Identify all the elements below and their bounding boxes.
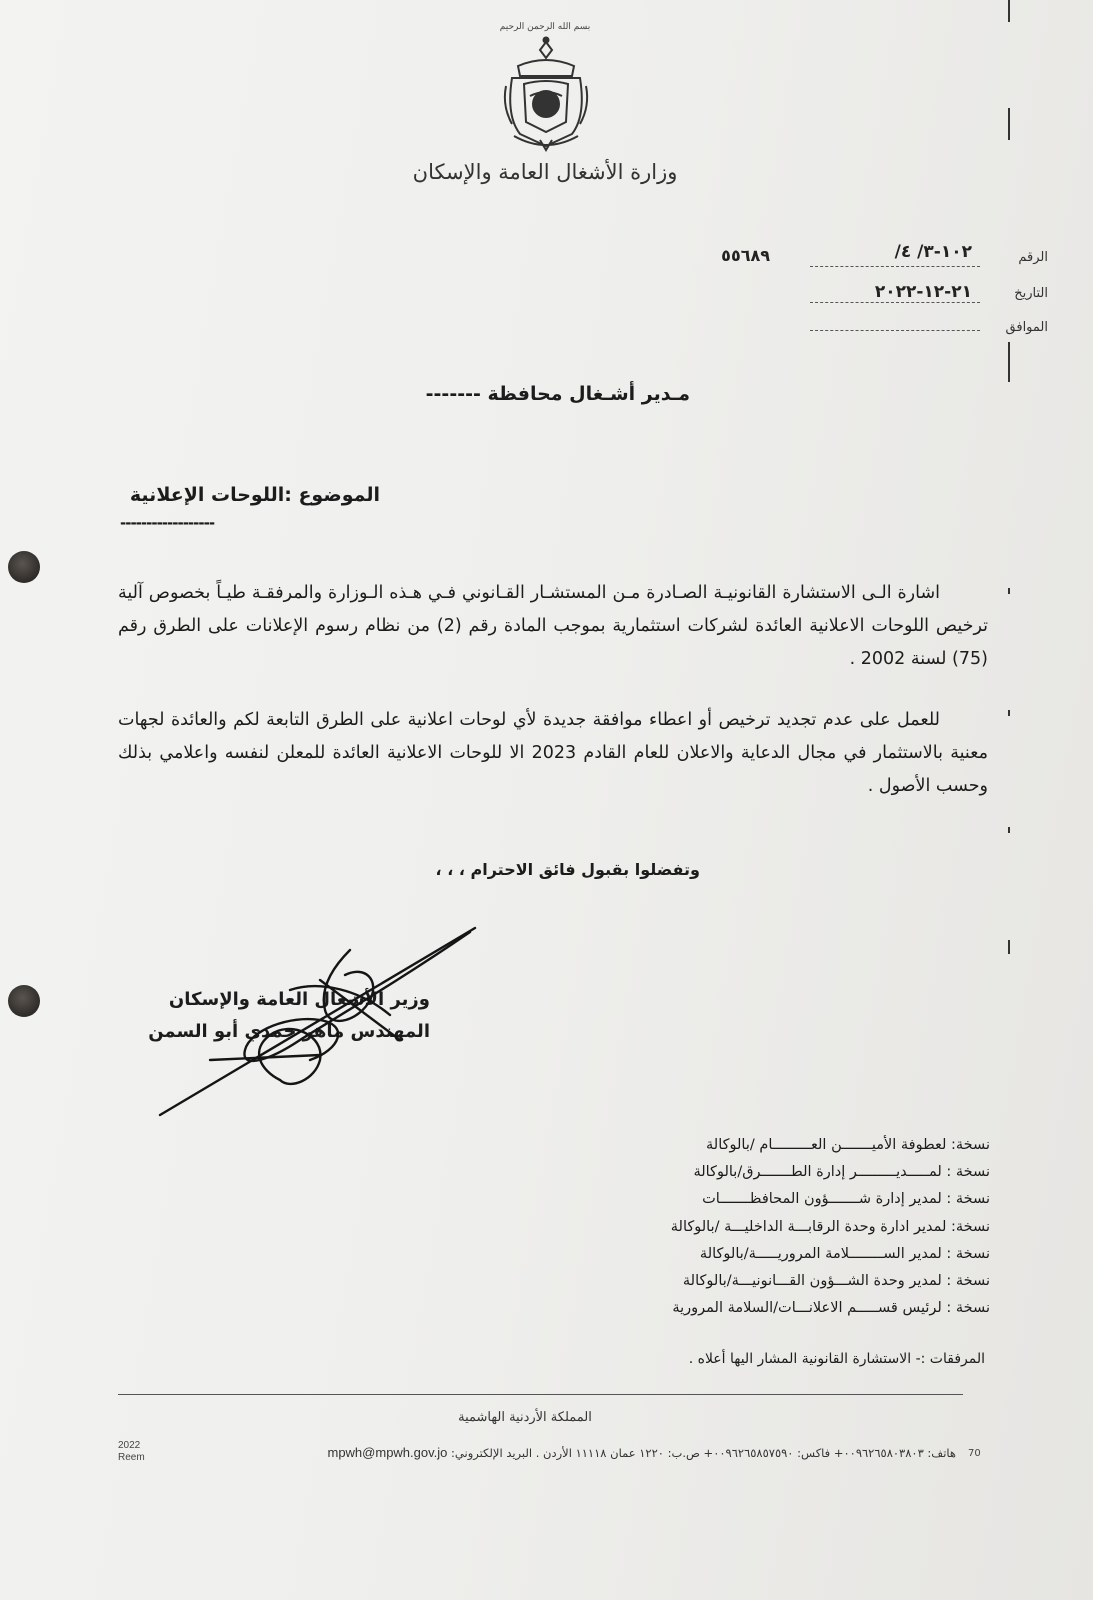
ministry-title	[400, 160, 690, 184]
ref-date-label: التاريخ	[1014, 286, 1048, 301]
margin-tick	[1008, 710, 1010, 716]
footer-form-code	[118, 1440, 158, 1464]
signatory-name: المهندس ماهر حمدي أبو السمن	[148, 1021, 430, 1042]
copy-item: نسخة : لمـــــديـــــــــر إدارة الطـــــــرق/بالوكالة	[693, 1164, 990, 1181]
copy-item: نسخة : لمدير الســــــــلامة المروريـــــة/بالوكالة	[699, 1245, 990, 1262]
margin-tick	[1008, 827, 1010, 833]
copy-item: نسخة: لعطوفة الأميـــــــن العـــــــــام /بالوكالة	[706, 1137, 990, 1153]
margin-tick	[1008, 108, 1010, 140]
subject-line: الموضوع :اللوحات الإعلانية	[129, 484, 380, 506]
punch-hole-top	[8, 551, 40, 583]
ref-date-line	[810, 302, 980, 303]
punch-hole-bottom	[8, 985, 40, 1017]
footer-kingdom: المملكة الأردنية الهاشمية	[458, 1410, 592, 1425]
margin-tick	[1008, 0, 1010, 22]
copy-item: نسخة : لمدير وحدة الشـــؤون القـــانونيـــة/بالوكالة	[682, 1273, 990, 1290]
subject-underline: ------------------	[120, 514, 215, 532]
ref-date-value: ٢١-١٢-٢٠٢٢	[874, 282, 972, 302]
ref-hijri-label: الموافق	[1005, 320, 1048, 335]
royal-motto-text: بسم الله الرحمن الرحيم	[499, 22, 591, 32]
body-paragraph-1: اشارة الـى الاستشارة القانونيـة الصـادرة مـن المستشـار القـانوني فـي هـذه الـوزارة والمرفقـة طيـاً بخصوص آلية ترخيص اللوحات الاعلانية العائدة لشركات استثمارية بموجب المادة رقم (2) من نظام رسوم الإعلانات على الطرق رقم (75) لسنة 2002 .	[118, 583, 988, 669]
handwritten-signature	[150, 920, 490, 1120]
crest-icon	[500, 36, 592, 152]
attachments-note: المرفقات :- الاستشارة القانونية المشار اليها أعلاه .	[688, 1351, 985, 1367]
ref-number-label: الرقم	[1018, 250, 1048, 265]
copy-item: نسخة : لمدير إدارة شـــــــؤون المحافظـــــــات	[702, 1191, 990, 1208]
margin-tick	[1008, 940, 1010, 954]
footer-form-code-year: 2022	[118, 1440, 141, 1451]
margin-tick	[1008, 342, 1010, 382]
footer-form-code-name: Reem	[118, 1452, 145, 1463]
footer-divider	[118, 1394, 963, 1395]
footer-contact	[148, 1445, 956, 1460]
ref-number-value: ١٠٢-٣/ ٤/	[894, 242, 972, 262]
closing-phrase: وتفضلوا بقبول فائق الاحترام ، ، ،	[435, 860, 700, 879]
copy-item: نسخة: لمدير ادارة وحدة الرقابـــة الداخليـــة /بالوكالة	[670, 1218, 990, 1235]
ref-number-line	[810, 266, 980, 267]
body-paragraph-2: للعمل على عدم تجديد ترخيص أو اعطاء موافقة جديدة لأي لوحات اعلانية على الطرق التابعة لكم والعائدة لجهات معنية بالاستثمار في مجال الدعاية والاعلان للعام القادم 2023 الا للوحات الاعلانية العائدة للمعلن لنفسه واعلامي بذلك وحسب الأصول .	[118, 710, 988, 796]
signatory-title: وزير الأشغال العامة والإسكان	[168, 989, 430, 1010]
royal-motto	[495, 14, 595, 33]
copy-item: نسخة : لرئيس قســـــم الاعلانـــات/السلامة المرورية	[672, 1300, 990, 1317]
copies-list	[500, 1132, 990, 1322]
ministry-title-text: وزارة الأشغال العامة والإسكان	[412, 160, 678, 184]
footer-contact-text: هاتف: ٠٠٩٦٢٦٥٨٠٣٨٠٣+ فاكس: ٠٠٩٦٢٦٥٨٥٧٥٩٠+ ص.ب: ١٢٢٠ عمان ١١١١٨ الأردن . البريد الإلكتروني:	[451, 1446, 956, 1460]
addressee: مـدير أشـغال محافظة -------	[425, 383, 690, 405]
footer-page-code: 70	[968, 1448, 981, 1459]
footer-email: mpwh@mpwh.gov.jo	[327, 1445, 448, 1460]
ref-hijri-line	[810, 330, 980, 331]
margin-tick	[1008, 588, 1010, 594]
ref-serial: ٥٥٦٨٩	[721, 246, 770, 265]
